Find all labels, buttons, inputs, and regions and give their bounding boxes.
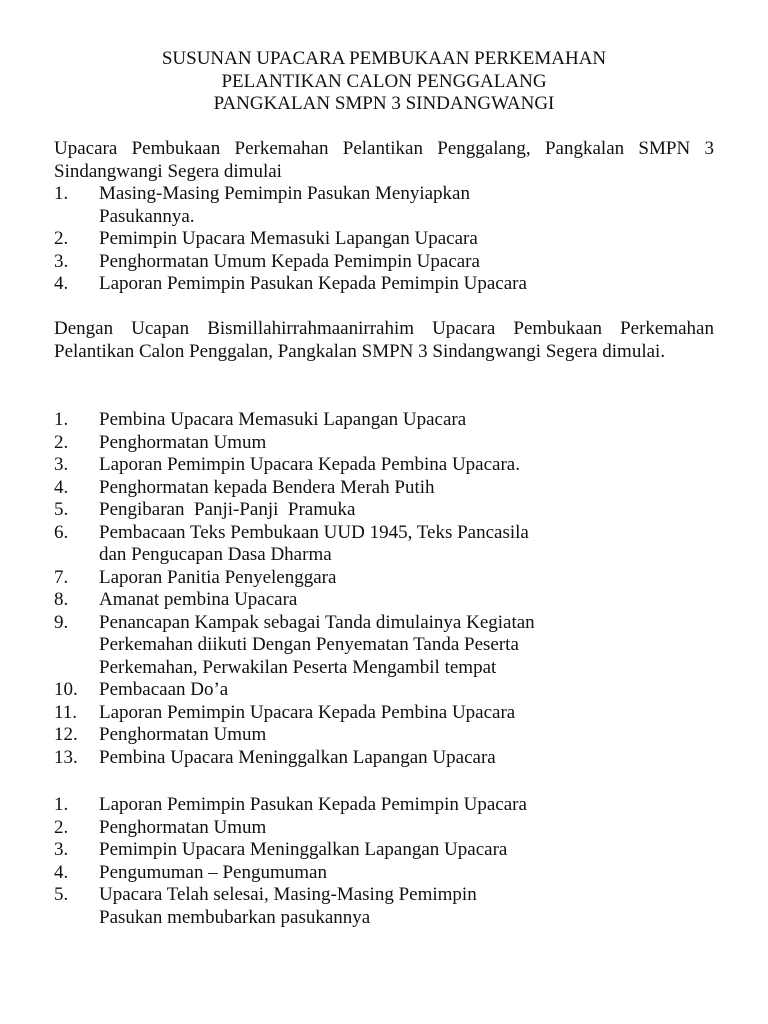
list-item xyxy=(54,862,734,885)
list-item-number: 13. xyxy=(54,746,78,768)
list-item-text: Penghormatan Umum xyxy=(99,431,267,453)
list-item-text: Laporan Pemimpin Pasukan Kepada Pemimpin Upacara xyxy=(99,273,527,294)
second-paragraph: Dengan Ucapan Bismillahirrahmaanirrahim Upacara Pembukaan Perkemahan Pelantikan Calon Penggalan, Pangkalan SMPN 3 Sindangwangi Segera dimulai. xyxy=(54,318,714,362)
list-item xyxy=(54,183,734,228)
list-item-number: 2. xyxy=(54,431,69,453)
document-title xyxy=(0,48,768,116)
list-item xyxy=(54,612,734,680)
list-item-number: 12. xyxy=(54,724,78,745)
list-item xyxy=(54,794,734,817)
list-item-text: Penghormatan Umum xyxy=(99,724,267,745)
list-item-text: Penghormatan kepada Bendera Merah Putih xyxy=(99,476,435,498)
title-line-1: SUSUNAN UPACARA PEMBUKAAN PERKEMAHAN xyxy=(161,48,607,69)
list-item xyxy=(54,251,734,274)
opening-steps-list xyxy=(54,183,734,296)
title-line-3: PANGKALAN SMPN 3 SINDANGWANGI xyxy=(213,93,555,114)
list-item-number: 7. xyxy=(54,566,69,588)
list-item-text: Penghormatan Umum Kepada Pemimpin Upacara xyxy=(99,250,480,272)
intro-paragraph: Upacara Pembukaan Perkemahan Pelantikan Penggalang, Pangkalan SMPN 3 Sindangwangi Segera dimulai xyxy=(54,138,714,182)
list-item-continuation: Perkemahan, Perwakilan Peserta Mengambil tempat xyxy=(99,656,497,678)
list-item xyxy=(54,522,734,567)
list-item xyxy=(54,839,734,862)
list-item xyxy=(54,724,734,747)
list-item-text: Upacara Telah selesai, Masing-Masing Pemimpin xyxy=(99,884,477,905)
list-item-continuation: dan Pengucapan Dasa Dharma xyxy=(99,544,332,565)
list-item xyxy=(54,432,734,455)
list-item-text: Laporan Pemimpin Upacara Kepada Pembina Upacara xyxy=(99,701,516,723)
list-item-text: Laporan Pemimpin Pasukan Kepada Pemimpin Upacara xyxy=(99,794,527,815)
list-item-text: Penghormatan Umum xyxy=(99,816,267,838)
list-item-text: Penancapan Kampak sebagai Tanda dimulainya Kegiatan xyxy=(99,611,535,633)
list-item-text: Laporan Panitia Penyelenggara xyxy=(99,566,337,588)
list-item-number: 11. xyxy=(54,701,78,723)
list-item xyxy=(54,679,734,702)
list-item xyxy=(54,273,734,296)
list-item-text: Pembina Upacara Memasuki Lapangan Upacara xyxy=(99,409,467,430)
list-item-text: Pemimpin Upacara Memasuki Lapangan Upacara xyxy=(99,228,478,249)
list-item-text: Masing-Masing Pemimpin Pasukan Menyiapkan xyxy=(99,183,470,204)
list-item xyxy=(54,702,734,725)
list-item-number: 6. xyxy=(54,521,69,543)
main-ceremony-list xyxy=(54,409,734,769)
list-item-number: 2. xyxy=(54,228,69,249)
list-item-number: 4. xyxy=(54,861,69,883)
list-item-number: 5. xyxy=(54,499,69,520)
list-item-text: Pembacaan Teks Pembukaan UUD 1945, Teks Pancasila xyxy=(99,521,529,543)
list-item xyxy=(54,477,734,500)
list-item-number: 2. xyxy=(54,816,69,838)
list-item xyxy=(54,499,734,522)
list-item-number: 1. xyxy=(54,183,69,204)
list-item-number: 3. xyxy=(54,454,69,475)
list-item-number: 4. xyxy=(54,273,69,294)
list-item-text: Pembina Upacara Meninggalkan Lapangan Upacara xyxy=(99,746,496,768)
list-item-number: 4. xyxy=(54,476,69,498)
list-item-number: 1. xyxy=(54,409,69,430)
list-item xyxy=(54,884,734,929)
list-item-continuation: Perkemahan diikuti Dengan Penyematan Tanda Peserta xyxy=(99,634,519,655)
list-item-number: 3. xyxy=(54,839,69,860)
closing-steps-list xyxy=(54,794,734,929)
list-item-text: Laporan Pemimpin Upacara Kepada Pembina Upacara. xyxy=(99,454,520,475)
list-item-continuation: Pasukannya. xyxy=(99,205,195,227)
list-item-text: Pengumuman – Pengumuman xyxy=(99,861,327,883)
list-item xyxy=(54,567,734,590)
title-line-2: PELANTIKAN CALON PENGGALANG xyxy=(221,70,547,92)
list-item xyxy=(54,817,734,840)
list-item-text: Pengibaran Panji-Panji Pramuka xyxy=(99,499,356,520)
list-item xyxy=(54,747,734,770)
list-item xyxy=(54,409,734,432)
list-item xyxy=(54,589,734,612)
list-item-number: 8. xyxy=(54,589,69,610)
list-item-number: 5. xyxy=(54,884,69,905)
list-item xyxy=(54,228,734,251)
list-item-continuation: Pasukan membubarkan pasukannya xyxy=(99,906,371,928)
list-item-text: Amanat pembina Upacara xyxy=(99,589,298,610)
list-item-number: 1. xyxy=(54,794,69,815)
list-item-number: 10. xyxy=(54,679,78,700)
list-item-number: 9. xyxy=(54,611,69,633)
list-item xyxy=(54,454,734,477)
list-item-number: 3. xyxy=(54,250,69,272)
list-item-text: Pemimpin Upacara Meninggalkan Lapangan Upacara xyxy=(99,839,508,860)
list-item-text: Pembacaan Do’a xyxy=(99,679,229,700)
